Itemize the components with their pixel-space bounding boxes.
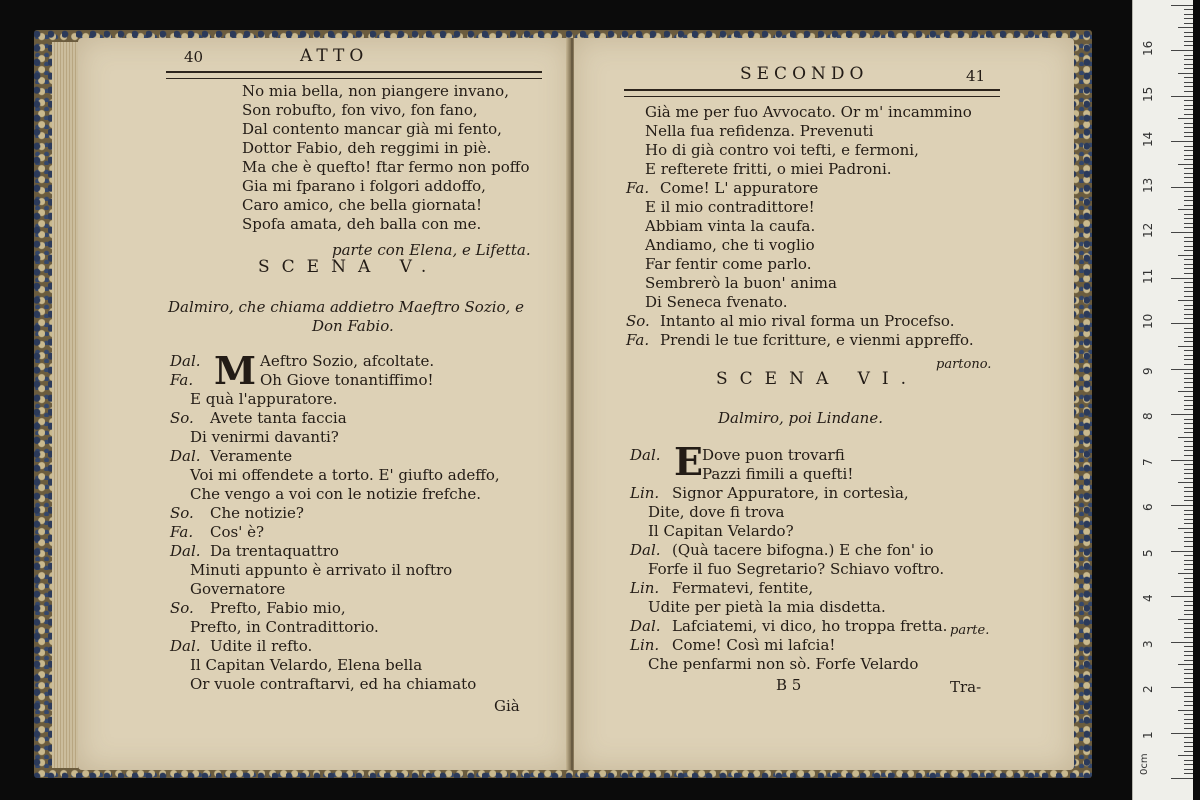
dialogue-line: Cos' è?	[210, 523, 265, 541]
dialogue-line: Prefto, Fabio mio,	[210, 599, 346, 617]
ruler-tick	[1184, 491, 1193, 492]
ruler-tick	[1178, 528, 1193, 529]
ruler-tick	[1184, 114, 1193, 115]
ruler-tick	[1184, 601, 1193, 602]
ruler-tick	[1184, 405, 1193, 406]
ruler-tick	[1184, 241, 1193, 242]
ruler-tick	[1184, 191, 1193, 192]
dialogue-line: Sembrerò la buon' anima	[645, 274, 837, 292]
ruler-tick	[1184, 9, 1193, 10]
speaker-label: Fa.	[626, 179, 650, 197]
ruler-tick	[1184, 523, 1193, 524]
ruler-tick	[1171, 323, 1193, 324]
ruler-tick	[1184, 45, 1193, 46]
ruler-tick	[1171, 551, 1193, 552]
dialogue-line: Minuti appunto è arrivato il noftro	[190, 561, 453, 579]
ruler-tick	[1184, 373, 1193, 374]
dialogue-line: Or vuole contraftarvi, ed ha chiamato	[190, 675, 477, 693]
ruler-tick	[1184, 628, 1193, 629]
ruler-tick	[1184, 159, 1193, 160]
ruler-tick	[1184, 651, 1193, 652]
ruler-tick	[1184, 196, 1193, 197]
ruler-number: 9	[1141, 366, 1155, 375]
right-scene-desc: Dalmiro, poi Lindane.	[718, 409, 883, 427]
dialogue-line: Far fentir come parlo.	[645, 255, 812, 273]
ruler-tick	[1184, 510, 1193, 511]
ruler-tick	[1184, 382, 1193, 383]
ruler-tick	[1184, 537, 1193, 538]
ruler-tick	[1184, 751, 1193, 752]
ruler-tick	[1184, 532, 1193, 533]
page-edges	[52, 42, 78, 768]
speaker-label: Dal.	[630, 446, 661, 464]
ruler-tick	[1184, 746, 1193, 747]
ruler-tick	[1184, 227, 1193, 228]
ruler-tick	[1184, 82, 1193, 83]
ruler-tick	[1184, 268, 1193, 269]
ruler-tick	[1184, 259, 1193, 260]
ruler-tick	[1184, 419, 1193, 420]
dialogue-line: Voi mi offendete a torto. E' giufto adeffo,	[190, 466, 500, 484]
ruler-tick	[1178, 437, 1193, 438]
ruler-number: 1	[1141, 730, 1155, 739]
ruler-tick	[1171, 460, 1193, 461]
ruler-tick	[1184, 728, 1193, 729]
ruler-tick	[1184, 587, 1193, 588]
dialogue-line: Che penfarmi non sò. Forfe Velardo	[648, 655, 919, 673]
ruler-tick	[1184, 692, 1193, 693]
ruler-tick	[1171, 369, 1193, 370]
ruler-tick	[1184, 446, 1193, 447]
ruler-tick	[1184, 64, 1193, 65]
ruler-tick	[1184, 123, 1193, 124]
ruler-tick	[1178, 573, 1193, 574]
left-catchword: Già	[494, 697, 520, 715]
ruler-number: 8	[1141, 412, 1155, 420]
dialogue-line: Fermatevi, fentite,	[672, 579, 814, 597]
ruler-number: 16	[1141, 40, 1155, 56]
ruler-number: 7	[1141, 457, 1155, 466]
dialogue-line: (Quà tacere bifogna.) E che fon' io	[672, 541, 934, 559]
ruler-number: 13	[1141, 177, 1155, 193]
ruler-tick	[1184, 500, 1193, 501]
ruler-tick	[1184, 237, 1193, 238]
signature-mark: B 5	[776, 676, 802, 694]
verse-line: Spofa amata, deh balla con me.	[242, 215, 482, 233]
ruler-tick	[1184, 591, 1193, 592]
dialogue-line: Forfe il fuo Segretario? Schiavo voftro.	[648, 560, 945, 578]
dialogue-line: Il Capitan Velardo?	[648, 522, 794, 540]
ruler-tick	[1184, 514, 1193, 515]
ruler-tick	[1184, 760, 1193, 761]
dialogue-line: Udite il refto.	[210, 637, 313, 655]
ruler-tick	[1184, 610, 1193, 611]
ruler-tick	[1171, 642, 1193, 643]
speaker-label: Dal.	[170, 447, 201, 465]
ruler-tick	[1184, 309, 1193, 310]
ruler-tick	[1178, 27, 1193, 28]
ruler-tick	[1184, 250, 1193, 251]
ruler-tick	[1184, 473, 1193, 474]
ruler-tick	[1171, 50, 1193, 51]
measuring-ruler	[1132, 0, 1193, 800]
dialogue-line: Già me per fuo Avvocato. Or m' incammino	[645, 103, 972, 121]
speaker-label: Dal.	[630, 617, 661, 635]
ruler-tick	[1184, 469, 1193, 470]
right-page-number: 41	[966, 67, 986, 85]
ruler-tick	[1184, 86, 1193, 87]
ruler-tick	[1171, 96, 1193, 97]
ruler-tick	[1184, 455, 1193, 456]
ruler-tick	[1184, 91, 1193, 92]
ruler-tick	[1178, 73, 1193, 74]
dialogue-line: Prendi le tue fcritture, e vienmi appreffo.	[660, 331, 974, 349]
dialogue-line: Intanto al mio rival forma un Procefso.	[660, 312, 955, 330]
ruler-tick	[1178, 164, 1193, 165]
speaker-label: Dal.	[630, 541, 661, 559]
left-running-header: ATTO	[300, 46, 369, 66]
right-running-header: SECONDO	[740, 64, 869, 84]
ruler-number: 2	[1141, 685, 1155, 693]
ruler-tick	[1184, 655, 1193, 656]
ruler-number: 11	[1141, 268, 1155, 284]
left-page-number: 40	[184, 48, 204, 66]
speaker-label: Lin.	[630, 484, 660, 502]
ruler-tick	[1184, 350, 1193, 351]
speaker-label: Lin.	[630, 636, 660, 654]
ruler-tick	[1184, 769, 1193, 770]
ruler-tick	[1184, 173, 1193, 174]
ruler-tick	[1184, 555, 1193, 556]
ruler-tick	[1178, 346, 1193, 347]
ruler-tick	[1184, 223, 1193, 224]
ruler-tick	[1184, 400, 1193, 401]
ruler-tick	[1184, 764, 1193, 765]
dialogue-line: Che vengo a voi con le notizie frefche.	[190, 485, 481, 503]
left-stage-direction: parte con Elena, e Lifetta.	[332, 241, 531, 259]
verse-line: Ma che è quefto! ftar fermo non poffo	[242, 158, 530, 176]
ruler-tick	[1184, 678, 1193, 679]
ruler-tick	[1184, 705, 1193, 706]
ruler-tick	[1184, 296, 1193, 297]
ruler-tick	[1184, 378, 1193, 379]
ruler-tick	[1184, 182, 1193, 183]
ruler-tick	[1184, 68, 1193, 69]
ruler-tick	[1184, 432, 1193, 433]
right-header-rule	[624, 89, 1000, 97]
dialogue-line: Ho di già contro voi tefti, e fermoni,	[645, 141, 919, 159]
ruler-tick	[1184, 318, 1193, 319]
ruler-number: 14	[1141, 131, 1155, 147]
speaker-label: Dal.	[170, 637, 201, 655]
ruler-tick	[1184, 305, 1193, 306]
ruler-tick	[1184, 428, 1193, 429]
ruler-tick	[1178, 255, 1193, 256]
ruler-tick	[1184, 396, 1193, 397]
dialogue-line: Di venirmi davanti?	[190, 428, 339, 446]
ruler-tick	[1184, 32, 1193, 33]
ruler-tick	[1184, 487, 1193, 488]
left-scene-desc-2: Don Fabio.	[312, 317, 394, 335]
dialogue-line: Andiamo, che ti voglio	[645, 236, 815, 254]
dialogue-line: Come! Così mi lafcia!	[672, 636, 836, 654]
ruler-unit-label: 0cm	[1139, 753, 1150, 775]
ruler-tick	[1184, 564, 1193, 565]
ruler-tick	[1184, 742, 1193, 743]
ruler-tick	[1171, 778, 1193, 779]
ruler-tick	[1184, 632, 1193, 633]
ruler-tick	[1184, 291, 1193, 292]
dialogue-line: Pazzi fimili a quefti!	[702, 465, 854, 483]
dialogue-line: Governatore	[190, 580, 286, 598]
dialogue-line: E il mio contradittore!	[645, 198, 815, 216]
ruler-tick	[1184, 714, 1193, 715]
ruler-tick	[1184, 314, 1193, 315]
dialogue-line: Signor Appuratore, in cortesìa,	[672, 484, 909, 502]
dialogue-line: Oh Giove tonantiffimo!	[260, 371, 434, 389]
ruler-tick	[1184, 701, 1193, 702]
ruler-tick	[1184, 719, 1193, 720]
left-drop-cap: M	[214, 348, 257, 393]
ruler-tick	[1184, 773, 1193, 774]
ruler-tick	[1184, 287, 1193, 288]
ruler-tick	[1171, 596, 1193, 597]
ruler-tick	[1184, 59, 1193, 60]
right-drop-cap: E	[674, 439, 703, 484]
ruler-tick	[1178, 391, 1193, 392]
ruler-number: 4	[1141, 594, 1155, 602]
ruler-tick	[1184, 464, 1193, 465]
ruler-tick	[1184, 569, 1193, 570]
ruler-tick	[1184, 14, 1193, 15]
ruler-tick	[1184, 177, 1193, 178]
ruler-tick	[1184, 496, 1193, 497]
ruler-tick	[1184, 328, 1193, 329]
ruler-tick	[1184, 337, 1193, 338]
speaker-label: Fa.	[626, 331, 650, 349]
ruler-tick	[1184, 273, 1193, 274]
speaker-label: So.	[170, 409, 194, 427]
ruler-tick	[1184, 560, 1193, 561]
left-header-rule	[166, 71, 542, 79]
ruler-tick	[1184, 423, 1193, 424]
dialogue-line: E quà l'appuratore.	[190, 390, 338, 408]
ruler-tick	[1184, 673, 1193, 674]
ruler-tick	[1184, 582, 1193, 583]
ruler-tick	[1184, 105, 1193, 106]
ruler-number: 12	[1141, 222, 1155, 238]
right-exit-direction: partono.	[936, 357, 992, 372]
speaker-label: Fa.	[170, 523, 194, 541]
ruler-tick	[1184, 282, 1193, 283]
ruler-tick	[1184, 441, 1193, 442]
ruler-tick	[1184, 578, 1193, 579]
speaker-label: Lin.	[630, 579, 660, 597]
ruler-number: 10	[1141, 313, 1155, 329]
ruler-tick	[1184, 669, 1193, 670]
ruler-tick	[1184, 136, 1193, 137]
ruler-tick	[1184, 55, 1193, 56]
verse-line: Caro amico, che bella giornata!	[242, 196, 483, 214]
ruler-tick	[1184, 409, 1193, 410]
ruler-tick	[1184, 218, 1193, 219]
ruler-number: 6	[1141, 503, 1155, 511]
ruler-tick	[1184, 205, 1193, 206]
left-scene-heading: SCENA V.	[258, 257, 439, 277]
ruler-tick	[1184, 150, 1193, 151]
ruler-tick	[1184, 623, 1193, 624]
speaker-label: Fa.	[170, 371, 194, 389]
dialogue-line: Da trentaquattro	[210, 542, 339, 560]
dialogue-line: Dove puon trovarfi	[702, 446, 845, 464]
ruler-tick	[1178, 619, 1193, 620]
dialogue-line: Abbiam vinta la caufa.	[645, 217, 816, 235]
ruler-tick	[1178, 118, 1193, 119]
ruler-tick	[1171, 278, 1193, 279]
ruler-tick	[1171, 232, 1193, 233]
ruler-tick	[1178, 710, 1193, 711]
ruler-tick	[1184, 605, 1193, 606]
ruler-tick	[1184, 723, 1193, 724]
speaker-label: So.	[626, 312, 650, 330]
ruler-tick	[1178, 209, 1193, 210]
ruler-tick	[1184, 100, 1193, 101]
ruler-number: 15	[1141, 86, 1155, 102]
ruler-tick	[1184, 146, 1193, 147]
speaker-label: Dal.	[170, 352, 201, 370]
ruler-tick	[1184, 127, 1193, 128]
speaker-label: So.	[170, 504, 194, 522]
ruler-tick	[1184, 660, 1193, 661]
dialogue-line: Che notizie?	[210, 504, 304, 522]
dialogue-line: Nella fua refidenza. Prevenuti	[645, 122, 874, 140]
ruler-tick	[1184, 355, 1193, 356]
verse-line: Dottor Fabio, deh reggimi in piè.	[242, 139, 492, 157]
ruler-tick	[1184, 450, 1193, 451]
ruler-tick	[1184, 646, 1193, 647]
verse-line: No mia bella, non piangere invano,	[242, 82, 509, 100]
ruler-tick	[1184, 155, 1193, 156]
ruler-tick	[1184, 737, 1193, 738]
ruler-tick	[1184, 696, 1193, 697]
ruler-tick	[1184, 546, 1193, 547]
right-scene-heading: SCENA VI.	[716, 369, 919, 389]
dialogue-line: Dite, dove fi trova	[648, 503, 785, 521]
dialogue-line: Veramente	[210, 447, 293, 465]
ruler-tick	[1184, 541, 1193, 542]
dialogue-line: E refterete fritti, o miei Padroni.	[645, 160, 892, 178]
dialogue-line: Lafciatemi, vi dico, ho troppa fretta.	[672, 617, 948, 635]
ruler-tick	[1184, 364, 1193, 365]
ruler-tick	[1184, 682, 1193, 683]
ruler-tick	[1184, 332, 1193, 333]
ruler-tick	[1184, 23, 1193, 24]
ruler-tick	[1178, 664, 1193, 665]
ruler-tick	[1171, 505, 1193, 506]
ruler-tick	[1184, 18, 1193, 19]
ruler-tick	[1184, 77, 1193, 78]
right-catchword: Tra-	[950, 678, 982, 696]
ruler-tick	[1184, 264, 1193, 265]
ruler-number: 5	[1141, 548, 1155, 557]
ruler-tick	[1184, 359, 1193, 360]
ruler-tick	[1184, 519, 1193, 520]
verse-line: Son robufto, fon vivo, fon fano,	[242, 101, 478, 119]
ruler-tick	[1171, 414, 1193, 415]
ruler-tick	[1171, 141, 1193, 142]
ruler-tick	[1178, 755, 1193, 756]
ruler-tick	[1184, 341, 1193, 342]
ruler-number: 3	[1141, 639, 1155, 648]
ruler-tick	[1184, 168, 1193, 169]
ruler-tick	[1178, 482, 1193, 483]
ruler-tick	[1184, 478, 1193, 479]
ruler-tick	[1184, 132, 1193, 133]
ruler-tick	[1184, 246, 1193, 247]
verse-line: Gia mi fparano i folgori addoffo,	[242, 177, 486, 195]
dialogue-line: Come! L' appuratore	[660, 179, 819, 197]
ruler-tick	[1171, 187, 1193, 188]
ruler-tick	[1184, 36, 1193, 37]
ruler-tick	[1184, 387, 1193, 388]
ruler-tick	[1184, 614, 1193, 615]
dialogue-line: Di Seneca fvenato.	[645, 293, 788, 311]
ruler-tick	[1184, 637, 1193, 638]
ruler-tick	[1178, 300, 1193, 301]
ruler-tick	[1184, 214, 1193, 215]
speaker-label: Dal.	[170, 542, 201, 560]
verse-line: Dal contento mancar già mi fento,	[242, 120, 502, 138]
dialogue-line: Il Capitan Velardo, Elena bella	[190, 656, 423, 674]
dialogue-line: Avete tanta faccia	[210, 409, 347, 427]
dialogue-line: Prefto, in Contradittorio.	[190, 618, 379, 636]
dialogue-line: Aeftro Sozio, afcoltate.	[260, 352, 435, 370]
ruler-tick	[1171, 733, 1193, 734]
ruler-tick	[1184, 200, 1193, 201]
right-inline-direction: parte.	[950, 623, 990, 638]
ruler-tick	[1171, 687, 1193, 688]
left-scene-desc-1: Dalmiro, che chiama addietro Maeftro Sozio, e	[168, 298, 524, 316]
ruler-tick	[1171, 5, 1193, 6]
ruler-tick	[1184, 41, 1193, 42]
dialogue-line: Udite per pietà la mia disdetta.	[648, 598, 886, 616]
speaker-label: So.	[170, 599, 194, 617]
ruler-tick	[1184, 109, 1193, 110]
